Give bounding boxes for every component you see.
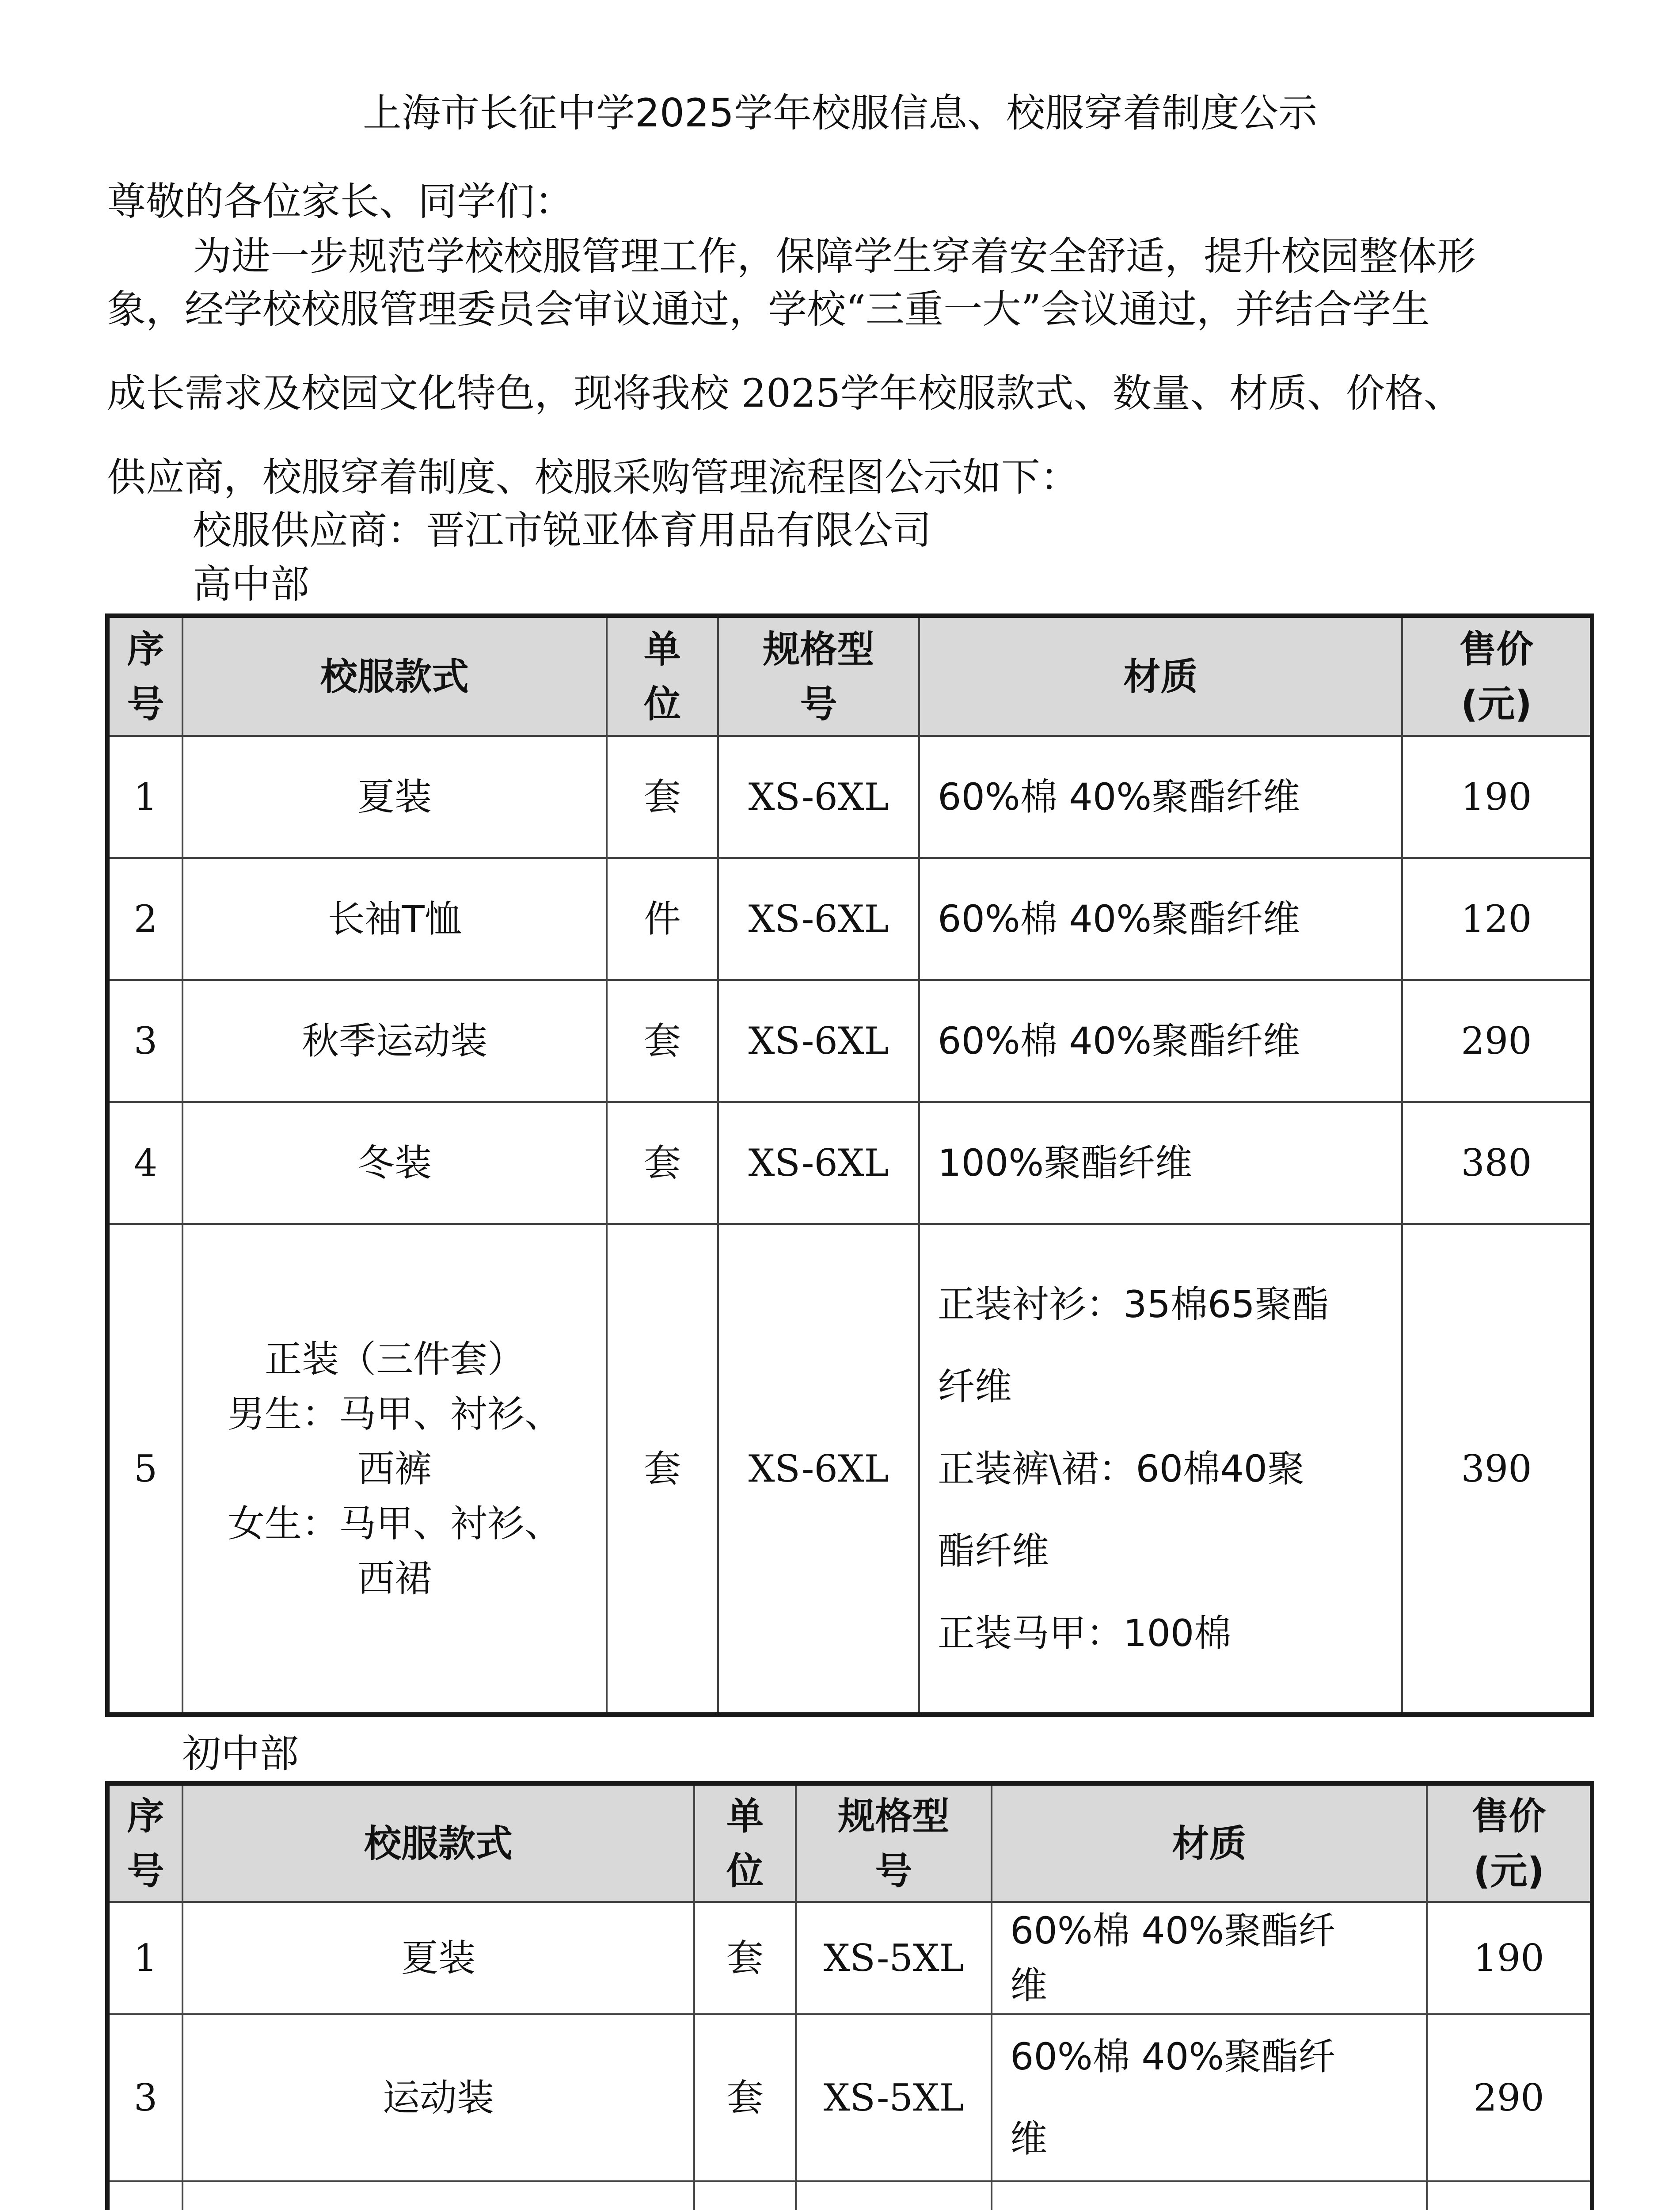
- cell-style-line: 冬装: [357, 1141, 432, 1185]
- cell-spec: XS-6XL: [718, 1224, 919, 1715]
- cell-material-line: 维: [1010, 2117, 1048, 2160]
- cell-spec: XS-6XL: [718, 980, 919, 1102]
- cell-no: 5: [107, 1224, 182, 1715]
- cell-material-line: 100%聚酯纤维: [938, 1141, 1193, 1185]
- cell-material-line: 维: [1010, 1964, 1048, 2007]
- cell-material-line: 60%棉 40%聚酯纤: [1010, 1909, 1336, 1952]
- intro-line-3: 成长需求及校园文化特色，现将我校 2025学年校服款式、数量、材质、价格、: [107, 370, 1463, 416]
- cell-material: [919, 980, 1402, 1102]
- cell-style: [182, 1902, 694, 2014]
- cell-spec: XS-6XL: [718, 1102, 919, 1224]
- header-material: 材质: [919, 616, 1402, 736]
- cell-material-line: 酯纤维: [938, 1529, 1049, 1573]
- cell-price: 290: [1427, 2014, 1592, 2181]
- cell-material-line: 正装衬衫：35棉65聚酯: [938, 1282, 1329, 1326]
- header-price: 售价 (元): [1402, 616, 1592, 736]
- cell-material: [919, 1224, 1402, 1715]
- cell-price: 380: [1402, 1102, 1592, 1224]
- supplier-line: 校服供应商：晋江市锐亚体育用品有限公司: [193, 507, 932, 553]
- cell-style-line: 西裤: [357, 1447, 432, 1490]
- table-row: [107, 2181, 1592, 2210]
- header-price: 售价 (元): [1427, 1783, 1592, 1902]
- table-header-row: [107, 1783, 1592, 1902]
- cell-no: 3: [107, 980, 182, 1102]
- table-row: [107, 1224, 1592, 1715]
- table-row: [107, 980, 1592, 1102]
- cell-unit: 套: [607, 980, 718, 1102]
- middle-school-uniform-table: [105, 1781, 1594, 2210]
- cell-material-line: 60%棉 40%聚酯纤: [1010, 2035, 1336, 2078]
- cell-style-line: 正装（三件套）: [264, 1337, 525, 1381]
- cell-material: [992, 2014, 1427, 2181]
- cell-price: 120: [1402, 858, 1592, 980]
- cell-style-line: 秋季运动装: [301, 1019, 487, 1063]
- header-unit: 单 位: [607, 616, 718, 736]
- cell-style: [182, 2014, 694, 2181]
- middle-school-label: 初中部: [182, 1731, 299, 1776]
- cell-style-line: 运动装: [382, 2076, 494, 2119]
- high-school-uniform-table: [105, 613, 1594, 1717]
- cell-style: [182, 858, 607, 980]
- cell-no: [107, 2181, 182, 2210]
- header-style: 校服款式: [182, 616, 607, 736]
- header-material: 材质: [992, 1783, 1427, 1902]
- cell-price: 290: [1402, 980, 1592, 1102]
- cell-style: [182, 1224, 607, 1715]
- cell-material: [992, 2181, 1427, 2210]
- intro-line-2: 象，经学校校服管理委员会审议通过，学校“三重一大”会议通过，并结合学生: [107, 286, 1430, 332]
- cell-material: [919, 858, 1402, 980]
- cell-style: [182, 1102, 607, 1224]
- cell-material: [919, 736, 1402, 858]
- cell-no: 1: [107, 1902, 182, 2014]
- cell-material-line: 60%棉 40%聚酯纤维: [938, 775, 1300, 819]
- header-spec: 规格型 号: [796, 1783, 992, 1902]
- table-row: [107, 1102, 1592, 1224]
- cell-no: 1: [107, 736, 182, 858]
- cell-style-line: 西裙: [357, 1556, 432, 1600]
- cell-unit: 套: [607, 1102, 718, 1224]
- table-row: [107, 1902, 1592, 2014]
- cell-price: 190: [1427, 1902, 1592, 2014]
- cell-no: 4: [107, 1102, 182, 1224]
- cell-no: 2: [107, 858, 182, 980]
- cell-price: 190: [1402, 736, 1592, 858]
- header-unit: 单 位: [694, 1783, 796, 1902]
- cell-price: 390: [1402, 1224, 1592, 1715]
- cell-material-line: 纤维: [938, 1364, 1012, 1408]
- intro-line-1: 为进一步规范学校校服管理工作，保障学生穿着安全舒适，提升校园整体形: [193, 233, 1476, 279]
- table-header-row: [107, 616, 1592, 736]
- cell-material-line: 正装裤\裙：60棉40聚: [938, 1447, 1305, 1490]
- cell-spec: XS-5XL: [796, 1902, 992, 2014]
- header-no: 序 号: [107, 1783, 182, 1902]
- cell-style-line: 夏装: [401, 1936, 475, 1980]
- table-row: [107, 858, 1592, 980]
- cell-unit: 套: [694, 1902, 796, 2014]
- cell-style: [182, 736, 607, 858]
- cell-unit: 套: [694, 2014, 796, 2181]
- document-title: 上海市长征中学2025学年校服信息、校服穿着制度公示: [363, 90, 1317, 136]
- cell-price: [1427, 2181, 1592, 2210]
- cell-style-line: 长袖T恤: [327, 897, 462, 941]
- cell-spec: XS-6XL: [718, 736, 919, 858]
- header-spec: 规格型 号: [718, 616, 919, 736]
- cell-style-line: 男生：马甲、衬衫、: [227, 1392, 562, 1436]
- cell-material-line: 正装马甲：100棉: [938, 1611, 1231, 1655]
- cell-unit: 件: [607, 858, 718, 980]
- intro-line-4: 供应商，校服穿着制度、校服采购管理流程图公示如下：: [107, 454, 1079, 500]
- cell-material: [992, 1902, 1427, 2014]
- cell-spec: XS-6XL: [718, 858, 919, 980]
- high-school-label: 高中部: [193, 561, 310, 607]
- table-row: [107, 2014, 1592, 2181]
- cell-style: [182, 2181, 694, 2210]
- cell-unit: [694, 2181, 796, 2210]
- cell-spec: XS-5XL: [796, 2014, 992, 2181]
- cell-no: 3: [107, 2014, 182, 2181]
- cell-style-line: 夏装: [357, 775, 432, 819]
- table-row: [107, 736, 1592, 858]
- cell-material-line: 60%棉 40%聚酯纤维: [938, 1019, 1300, 1063]
- cell-style-line: 女生：马甲、衬衫、: [227, 1501, 562, 1545]
- header-no: 序 号: [107, 616, 182, 736]
- cell-material-line: 60%棉 40%聚酯纤维: [938, 897, 1300, 941]
- cell-material: [919, 1102, 1402, 1224]
- cell-unit: 套: [607, 736, 718, 858]
- greeting: 尊敬的各位家长、同学们：: [107, 179, 574, 224]
- header-style: 校服款式: [182, 1783, 694, 1902]
- cell-unit: 套: [607, 1224, 718, 1715]
- cell-style: [182, 980, 607, 1102]
- cell-spec: [796, 2181, 992, 2210]
